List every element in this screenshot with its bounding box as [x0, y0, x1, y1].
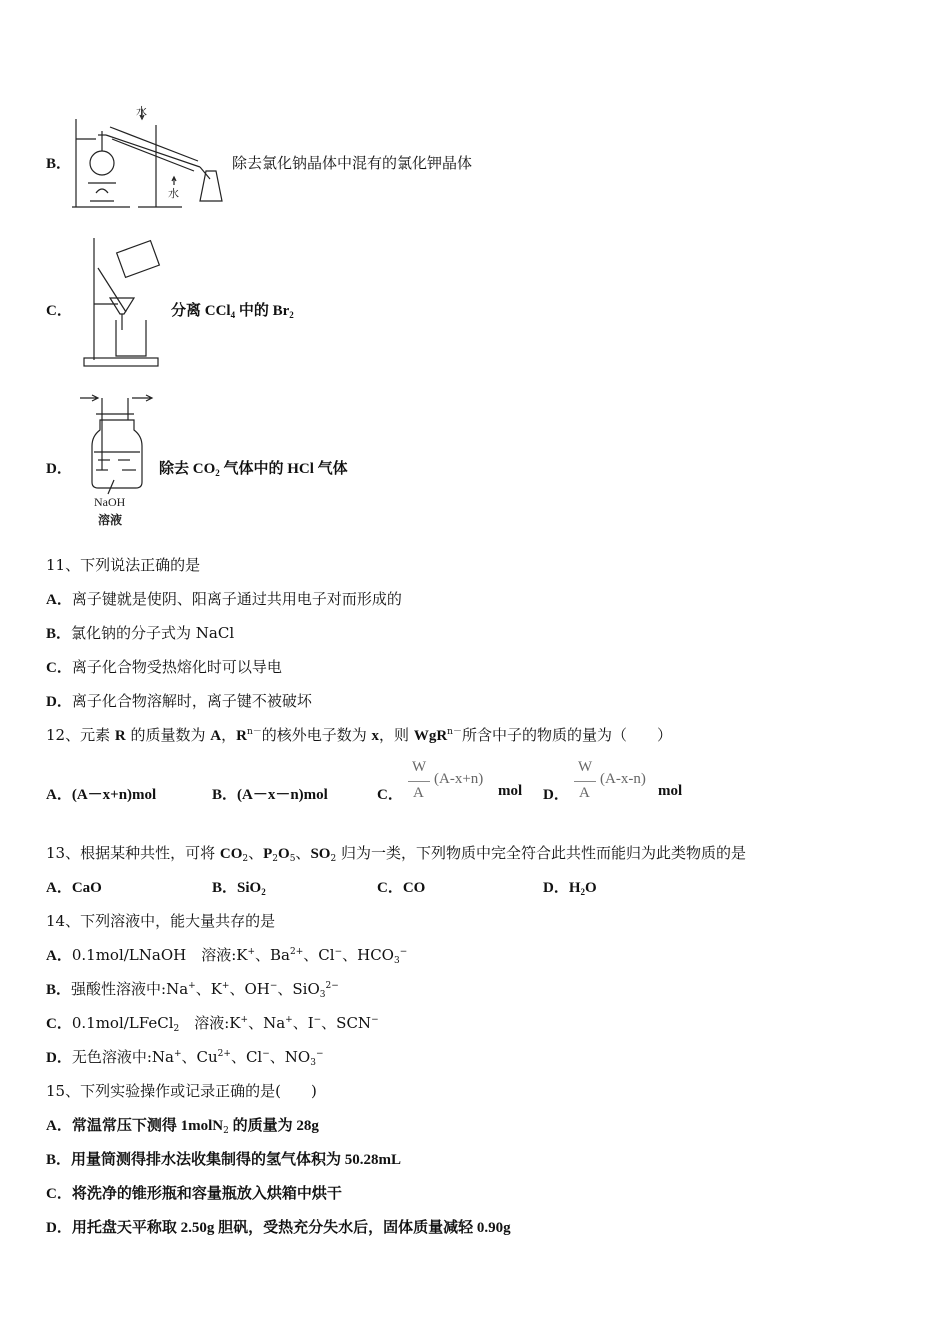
q11-option-c: C．离子化合物受热熔化时可以导电 — [46, 658, 282, 676]
q15-option-b: B．用量筒测得排水法收集制得的氢气体积为 50.28mL — [46, 1152, 402, 1168]
q12-option-d-fraction: W A (A-x-n) — [574, 759, 660, 805]
q12-option-c-letter: C． — [377, 787, 403, 803]
solution-label: 溶液 — [98, 513, 123, 527]
q10-option-d-text: 除去 $CO_2$ 气体中的 HCl 气体 — [159, 461, 348, 478]
water-outlet-label: 水 — [168, 187, 179, 200]
filtration-apparatus-figure — [80, 234, 165, 368]
q15-option-a: A．常温常压下测得 1molN$_2$ 的质量为 28g — [46, 1118, 319, 1136]
q12-option-d-letter: D． — [543, 787, 569, 803]
q12-stem: 12、元素 R 的质量数为 A，$R^{n-}$的核外电子数为 x，则 WgR$^{n-}$所含中子的物质的量为（ ） — [46, 726, 672, 744]
q12-option-c-fraction: W A (A-x+n) — [408, 759, 500, 805]
q15-stem: 15、下列实验操作或记录正确的是( ) — [46, 1082, 317, 1100]
q13-option-d: D．$H_2O$ — [543, 880, 597, 897]
q15-option-c: C．将洗净的锥形瓶和容量瓶放入烘箱中烘干 — [46, 1186, 342, 1202]
gas-washing-bottle-figure — [78, 390, 158, 530]
q11-option-d: D．离子化合物溶解时，离子键不被破坏 — [46, 692, 312, 710]
q11-option-b: B．氯化钠的分子式为 NaCl — [46, 624, 235, 642]
water-inlet-label: 水 — [136, 105, 147, 118]
q12-option-c-unit: mol — [498, 783, 523, 799]
q13-option-b: B．SiO$_2$ — [212, 880, 266, 897]
q10-option-b-letter: B． — [46, 156, 72, 172]
q12-option-b: B．(A－x－n)mol — [212, 787, 328, 803]
q12-option-d-unit: mol — [658, 783, 683, 799]
q11-stem: 11、下列说法正确的是 — [46, 556, 201, 574]
q14-option-c: C．0.1mol/LFeCl$_2$ 溶液:K+、Na+、I−、SCN− — [46, 1014, 379, 1034]
q10-option-b-text: 除去氯化钠晶体中混有的氯化钾晶体 — [232, 154, 473, 172]
q14-stem: 14、下列溶液中，能大量共存的是 — [46, 912, 276, 930]
q13-option-c: C．CO — [377, 880, 426, 896]
distillation-apparatus-figure — [70, 105, 230, 213]
q10-option-c-text: 分离 CCl$_4$ 中的 $Br_2$ — [171, 303, 294, 320]
q13-stem: 13、根据某种共性，可将 $CO_2$、$P_2O_5$、$SO_2$ 归为一类，下列物质中完全符合此共性而能归为此类物质的是 — [46, 844, 746, 864]
q14-option-b: B．强酸性溶液中:Na+、K+、OH−、SiO$_3^{2-}$ — [46, 980, 339, 1000]
q10-option-d-letter: D． — [46, 461, 72, 477]
q12-option-a: A．(A－x+n)mol — [46, 787, 157, 803]
q10-option-c-letter: C． — [46, 303, 72, 319]
q11-option-a: A．离子键就是使阴、阳离子通过共用电子对而形成的 — [46, 590, 402, 608]
q14-option-a: A．0.1mol/LNaOH 溶液:K+、$Ba^{2+}$、Cl−、$HCO_3^-$ — [46, 946, 408, 966]
q15-option-d: D．用托盘天平称取 2.50g 胆矾，受热充分失水后，固体质量减轻 0.90g — [46, 1220, 511, 1236]
naoh-label: NaOH — [94, 495, 126, 509]
q14-option-d: D．无色溶液中:Na+、$Cu^{2+}$、Cl−、$NO_3^-$ — [46, 1048, 324, 1068]
q13-option-a: A．CaO — [46, 880, 102, 896]
